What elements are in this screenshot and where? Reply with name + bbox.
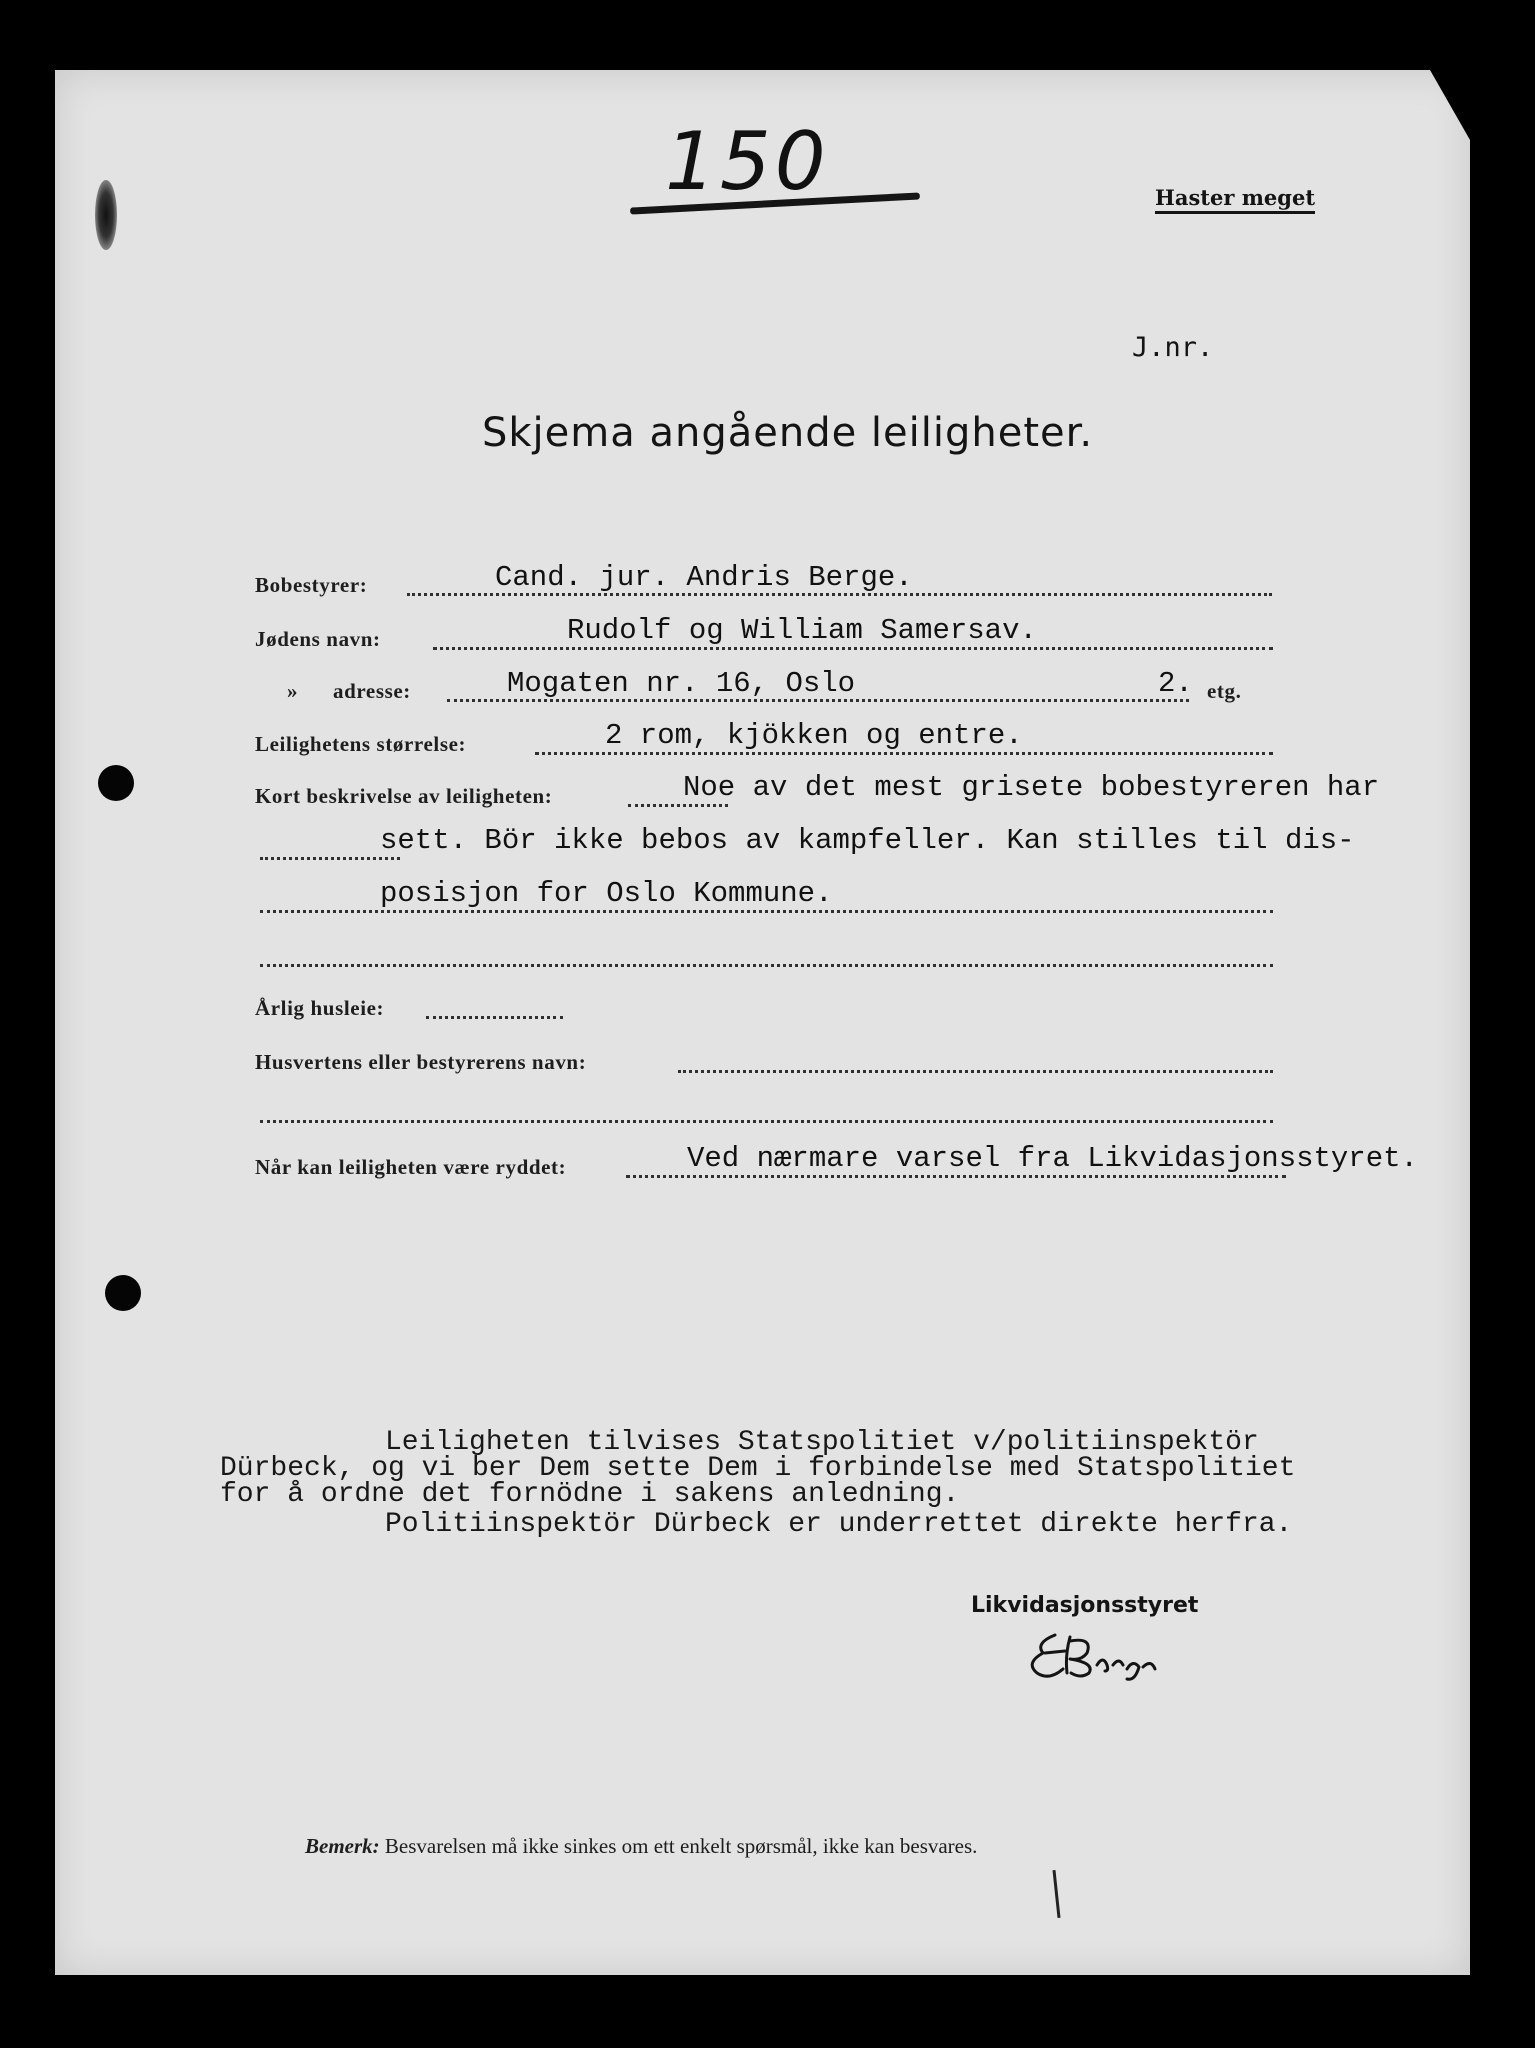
urgent-label: Haster meget	[1155, 185, 1315, 214]
letter-line-1: Leiligheten tilvises Statspolitiet v/politiinspektör	[385, 1427, 1259, 1458]
dotted-line	[678, 1070, 1273, 1073]
punch-hole-lower	[105, 1275, 141, 1311]
field-value-floor: 2.	[1158, 667, 1193, 700]
field-value-jodens-navn: Rudolf og William Samersav.	[567, 614, 1037, 647]
ditto-marker: »	[287, 679, 299, 703]
dotted-line	[433, 647, 1273, 650]
dotted-line	[628, 804, 728, 807]
dotted-line	[426, 1016, 563, 1019]
dotted-line	[535, 752, 1273, 755]
journal-number-label: J.nr.	[1132, 332, 1214, 363]
field-value-beskrivelse-line-3: posisjon for Oslo Kommune.	[380, 877, 833, 910]
handwritten-signature	[1015, 1625, 1175, 1685]
field-value-beskrivelse-line-1: Noe av det mest grisete bobestyreren har	[683, 771, 1380, 804]
field-value-storrelse: 2 rom, kjökken og entre.	[605, 719, 1023, 752]
field-label-husvert: Husvertens eller bestyrerens navn:	[255, 1050, 587, 1074]
signer-name: Likvidasjonsstyret	[971, 1593, 1199, 1618]
letter-line-2: Dürbeck, og vi ber Dem sette Dem i forbindelse med Statspolitiet	[220, 1453, 1296, 1484]
punch-hole-upper	[98, 765, 134, 801]
field-label-storrelse: Leilighetens størrelse:	[255, 732, 467, 756]
field-value-ryddet: Ved nærmare varsel fra Likvidasjonsstyret.	[687, 1142, 1418, 1175]
field-label-floor: etg.	[1207, 679, 1242, 703]
folded-corner	[1430, 70, 1470, 140]
document-page	[55, 70, 1470, 1975]
field-value-bobestyrer: Cand. jur. Andris Berge.	[495, 561, 913, 594]
dotted-line	[260, 964, 1273, 967]
footnote-lead: Bemerk:	[305, 1834, 380, 1858]
handwritten-page-number: 150	[665, 115, 830, 208]
field-value-beskrivelse-line-2: sett. Bör ikke bebos av kampfeller. Kan stilles til dis-	[380, 824, 1355, 857]
footnote-text: Besvarelsen må ikke sinkes om ett enkelt spørsmål, ikke kan besvares.	[384, 1834, 978, 1858]
field-label-beskrivelse: Kort beskrivelse av leiligheten:	[255, 784, 553, 808]
field-label-bobestyrer: Bobestyrer:	[255, 573, 368, 597]
field-label-husleie: Årlig husleie:	[255, 996, 385, 1020]
letter-line-4: Politiinspektör Dürbeck er underrettet direkte herfra.	[385, 1509, 1293, 1540]
field-value-adresse: Mogaten nr. 16, Oslo	[507, 667, 856, 700]
dotted-line	[260, 857, 400, 860]
ink-smudge	[95, 180, 117, 250]
form-title: Skjema angående leiligheter.	[482, 410, 1094, 456]
field-label-jodens-navn: Jødens navn:	[255, 627, 381, 651]
letter-line-3: for å ordne det fornödne i sakens anledning.	[220, 1479, 960, 1510]
scratch-mark	[1052, 1870, 1060, 1918]
dotted-line	[260, 1120, 1273, 1123]
field-label-ryddet: Når kan leiligheten være ryddet:	[255, 1155, 567, 1179]
dotted-line	[260, 910, 1273, 913]
field-label-adresse: adresse:	[333, 679, 411, 703]
dotted-line	[626, 1175, 1286, 1178]
footnote	[305, 1834, 977, 1859]
